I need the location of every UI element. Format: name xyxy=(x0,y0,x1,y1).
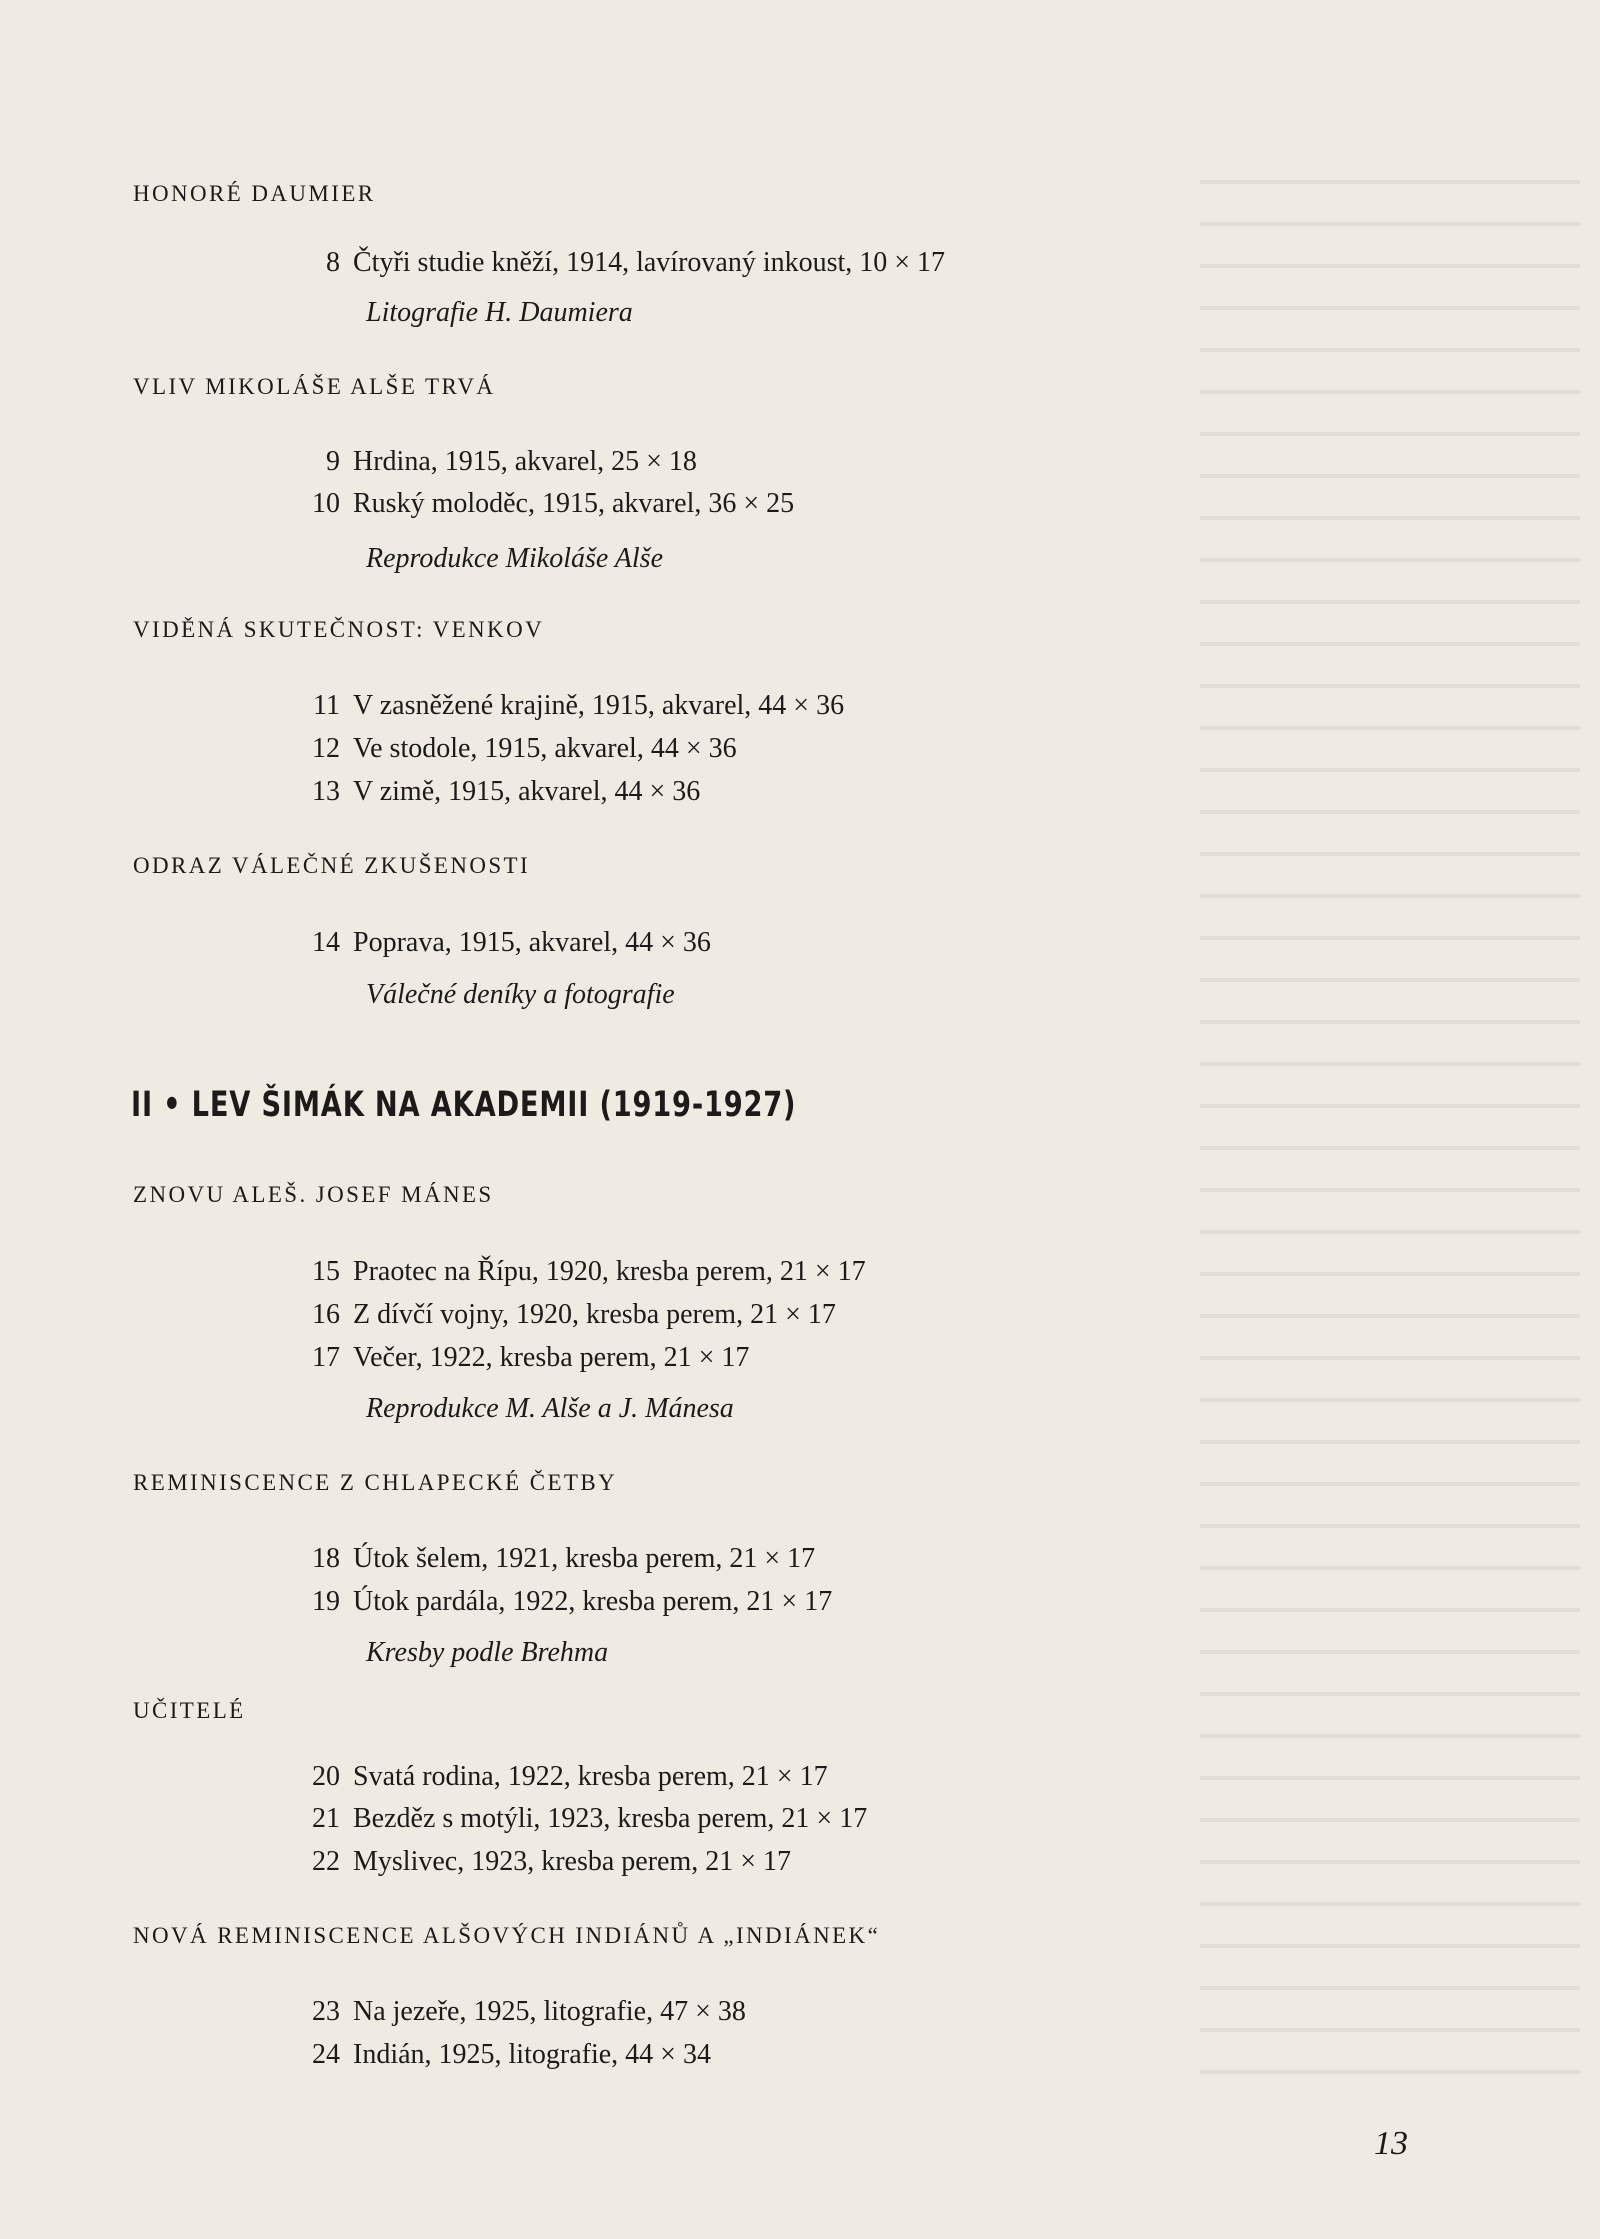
entry-number: 21 xyxy=(312,1803,340,1834)
section-heading-reminiscence: REMINISCENCE Z CHLAPECKÉ ČETBY xyxy=(133,1470,618,1495)
section-heading-ales: VLIV MIKOLÁŠE ALŠE TRVÁ xyxy=(133,374,496,399)
catalog-entry xyxy=(300,1586,832,1618)
entry-number: 22 xyxy=(312,1846,340,1877)
entry-text: Bezděz s motýli, 1923, kresba perem, 21 × 17 xyxy=(353,1803,868,1834)
entry-number: 10 xyxy=(312,488,340,519)
section-heading-teachers: UČITELÉ xyxy=(133,1698,246,1723)
entry-text: Čtyři studie kněží, 1914, lavírovaný inkoust, 10 × 17 xyxy=(353,247,946,278)
entry-text: Poprava, 1915, akvarel, 44 × 36 xyxy=(353,927,711,958)
section-heading-venkov: VIDĚNÁ SKUTEČNOST: VENKOV xyxy=(133,617,545,642)
catalog-entry xyxy=(300,776,700,808)
entry-number: 20 xyxy=(312,1761,340,1792)
section-heading-war: ODRAZ VÁLEČNÉ ZKUŠENOSTI xyxy=(133,853,531,878)
entry-number: 15 xyxy=(312,1256,340,1287)
entry-text: Z dívčí vojny, 1920, kresba perem, 21 × 17 xyxy=(353,1299,836,1330)
section-heading-indians: NOVÁ REMINISCENCE ALŠOVÝCH INDIÁNŮ A „INDIÁNEK“ xyxy=(133,1923,881,1948)
catalog-entry xyxy=(300,1846,791,1878)
entry-number: 24 xyxy=(312,2039,340,2070)
catalog-entry xyxy=(300,1803,867,1835)
catalog-entry xyxy=(300,1996,746,2028)
section-note: Litografie H. Daumiera xyxy=(366,297,633,328)
entry-text: Útok pardála, 1922, kresba perem, 21 × 17 xyxy=(353,1586,833,1617)
entry-number: 16 xyxy=(312,1299,340,1330)
entry-number: 11 xyxy=(313,690,340,721)
entry-text: Myslivec, 1923, kresba perem, 21 × 17 xyxy=(353,1846,792,1877)
entry-number: 12 xyxy=(312,733,340,764)
entry-text: Večer, 1922, kresba perem, 21 × 17 xyxy=(353,1342,750,1373)
entry-number: 17 xyxy=(312,1342,340,1373)
section-note: Kresby podle Brehma xyxy=(366,1637,609,1668)
entry-number: 9 xyxy=(326,446,340,477)
section-note: Reprodukce Mikoláše Alše xyxy=(366,543,664,574)
catalog-entry xyxy=(300,2039,711,2071)
page-number: 13 xyxy=(1374,2125,1408,2162)
catalog-entry xyxy=(300,247,945,279)
entry-number: 8 xyxy=(326,247,340,278)
entry-text: Indián, 1925, litografie, 44 × 34 xyxy=(353,2039,711,2070)
entry-number: 18 xyxy=(312,1543,340,1574)
section-note: Válečné deníky a fotografie xyxy=(366,979,675,1010)
entry-text: Na jezeře, 1925, litografie, 47 × 38 xyxy=(353,1996,746,2027)
catalog-entry xyxy=(300,1543,815,1575)
catalog-entry xyxy=(300,733,737,765)
section-note: Reprodukce M. Alše a J. Mánesa xyxy=(366,1393,734,1424)
entry-number: 13 xyxy=(312,776,340,807)
entry-number: 19 xyxy=(312,1586,340,1617)
catalog-entry xyxy=(300,1761,828,1793)
entry-number: 23 xyxy=(312,1996,340,2027)
entry-text: V zimě, 1915, akvarel, 44 × 36 xyxy=(353,776,701,807)
catalog-entry xyxy=(300,1342,749,1374)
catalog-entry xyxy=(300,488,794,520)
catalog-entry xyxy=(300,927,711,959)
catalog-entry xyxy=(300,690,844,722)
entry-text: Ruský moloděc, 1915, akvarel, 36 × 25 xyxy=(353,488,795,519)
entry-number: 14 xyxy=(312,927,340,958)
section-heading-daumier: HONORÉ DAUMIER xyxy=(133,181,376,206)
entry-text: Útok šelem, 1921, kresba perem, 21 × 17 xyxy=(353,1543,816,1574)
catalog-entry xyxy=(300,1256,866,1288)
entry-text: Praotec na Řípu, 1920, kresba perem, 21 × 17 xyxy=(353,1256,866,1287)
catalog-entry xyxy=(300,446,697,478)
section-heading-manes: ZNOVU ALEŠ. JOSEF MÁNES xyxy=(133,1182,494,1207)
entry-text: Hrdina, 1915, akvarel, 25 × 18 xyxy=(353,446,697,477)
part-title: II • LEV ŠIMÁK NA AKADEMII (1919-1927) xyxy=(131,1085,797,1125)
show-through-texture xyxy=(1200,150,1580,2100)
catalog-entry xyxy=(300,1299,836,1331)
entry-text: V zasněžené krajině, 1915, akvarel, 44 × 36 xyxy=(353,690,845,721)
entry-text: Svatá rodina, 1922, kresba perem, 21 × 17 xyxy=(353,1761,828,1792)
entry-text: Ve stodole, 1915, akvarel, 44 × 36 xyxy=(353,733,737,764)
